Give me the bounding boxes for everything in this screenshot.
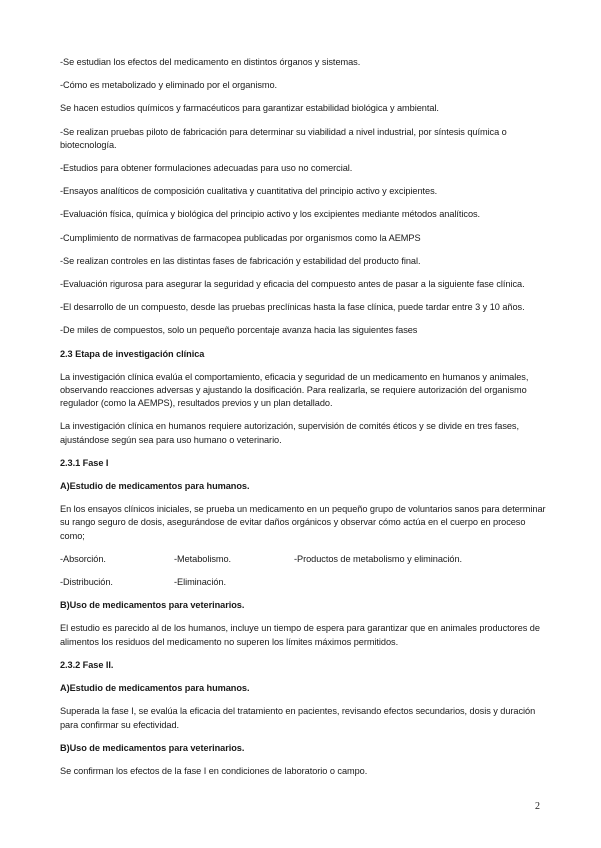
bullet-7: -Evaluación física, química y biológica del principio activo y los excipientes mediante métodos analíticos. — [60, 209, 481, 220]
bullet-6: -Ensayos analíticos de composición cualitativa y cuantitativa del principio activo y excipientes. — [60, 186, 438, 197]
phase-2-humans-text: Superada la fase I, se evalúa la eficacia del tratamiento en pacientes, revisando efectos secundarios, dosis y duración para confirmar su efectividad. — [60, 706, 536, 730]
process-item-absorcion: -Absorción. — [60, 553, 106, 564]
phase-1-vets-heading: B)Uso de medicamentos para veterinarios. — [60, 600, 245, 611]
bullet-9: -Se realizan controles en las distintas fases de fabricación y estabilidad del producto final. — [60, 255, 421, 266]
section-2-3-2-heading: 2.3.2 Fase II. — [60, 659, 114, 670]
bullet-5: -Estudios para obtener formulaciones adecuadas para uso no comercial. — [60, 163, 353, 174]
phase-1-vets-text: El estudio es parecido al de los humanos, incluye un tiempo de espera para garantizar que en animales productores de alimentos los residuos del medicamento no superen los límites máximos permitidos. — [60, 623, 540, 647]
section-2-3-paragraph-2: La investigación clínica en humanos requiere autorización, supervisión de comités éticos y se divide en tres fases, ajustándose según sea para uso humano o veterinario. — [60, 421, 519, 445]
phase-2-humans-heading: A)Estudio de medicamentos para humanos. — [60, 683, 250, 694]
section-2-3-heading: 2.3 Etapa de investigación clínica — [60, 348, 205, 359]
process-list-row-1 — [60, 553, 550, 566]
section-2-3-1-heading: 2.3.1 Fase I — [60, 457, 109, 468]
bullet-4: -Se realizan pruebas piloto de fabricación para determinar su viabilidad a nivel industrial, por síntesis química o biotecnología. — [60, 126, 507, 150]
bullet-10: -Evaluación rigurosa para asegurar la seguridad y eficacia del compuesto antes de pasar a la siguiente fase clínica. — [60, 279, 525, 290]
bullet-3: Se hacen estudios químicos y farmacéuticos para garantizar estabilidad biológica y ambiental. — [60, 103, 439, 114]
process-item-eliminacion: -Eliminación. — [174, 577, 226, 588]
phase-1-humans-heading: A)Estudio de medicamentos para humanos. — [60, 481, 250, 492]
document-page — [60, 56, 550, 788]
phase-1-humans-text: En los ensayos clínicos iniciales, se prueba un medicamento en un pequeño grupo de voluntarios sanos para determinar su rango seguro de dosis, asegurándose de evitar daños orgánicos y observar cómo actúa en el cuerpo en proceso como; — [60, 504, 546, 541]
page-number: 2 — [535, 801, 540, 812]
bullet-12: -De miles de compuestos, solo un pequeño porcentaje avanza hacia las siguientes fases — [60, 325, 418, 336]
bullet-2: -Cómo es metabolizado y eliminado por el organismo. — [60, 80, 278, 91]
section-2-3-paragraph-1: La investigación clínica evalúa el comportamiento, eficacia y seguridad de un medicamento en humanos y animales, observando reacciones adversas y ajustando la dosificación. Para realizarla, se requiere autorización del organismo regulador (como la AEMPS), resultados previos y un plan detallado. — [60, 371, 529, 409]
process-list-row-2 — [60, 576, 550, 589]
bullet-1: -Se estudian los efectos del medicamento en distintos órganos y sistemas. — [60, 57, 361, 67]
process-item-productos: -Productos de metabolismo y eliminación. — [294, 553, 463, 564]
bullet-11: -El desarrollo de un compuesto, desde las pruebas preclínicas hasta la fase clínica, puede tardar entre 3 y 10 años. — [60, 302, 525, 313]
phase-2-vets-text: Se confirman los efectos de la fase I en condiciones de laboratorio o campo. — [60, 765, 368, 776]
phase-2-vets-heading: B)Uso de medicamentos para veterinarios. — [60, 742, 245, 753]
bullet-8: -Cumplimiento de normativas de farmacopea publicadas por organismos como la AEMPS — [60, 232, 421, 243]
process-item-metabolismo: -Metabolismo. — [174, 553, 232, 564]
process-item-distribucion: -Distribución. — [60, 577, 113, 588]
